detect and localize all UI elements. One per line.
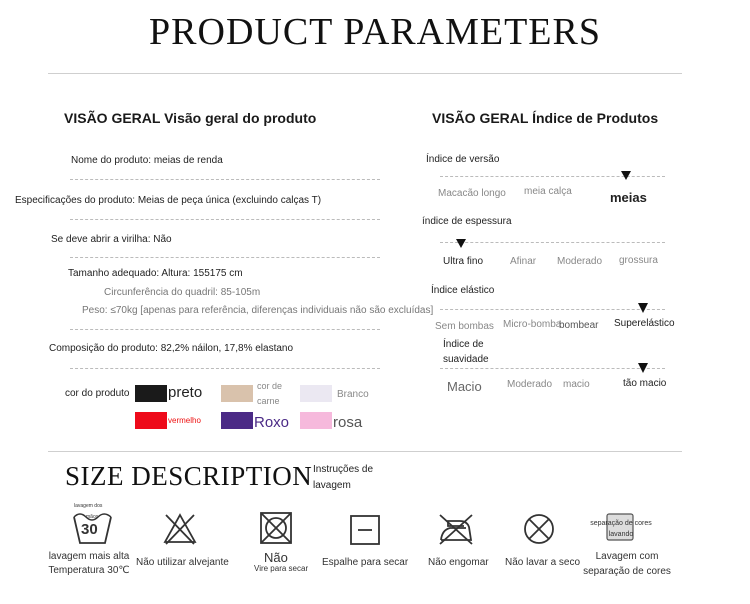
swatch-purple[interactable] xyxy=(221,412,253,429)
softness-option: macio xyxy=(563,379,590,390)
no-iron-label: Não engomar xyxy=(428,557,489,568)
no-tumble-dry-sublabel: Vire para secar xyxy=(254,564,309,573)
softness-option: Moderado xyxy=(507,379,553,390)
softness-scale xyxy=(440,368,665,369)
thickness-scale xyxy=(440,242,665,243)
divider xyxy=(70,179,380,180)
version-marker-icon xyxy=(621,171,631,181)
wash-icon-sub: mãos xyxy=(86,514,99,520)
swatch-pink[interactable] xyxy=(300,412,332,429)
thickness-option: grossura xyxy=(619,255,658,266)
color-name-red: vermelho xyxy=(168,416,201,425)
size-info: Tamanho adequado: Altura: 155175 cm xyxy=(68,268,243,279)
no-bleach-label: Não utilizar alvejante xyxy=(136,557,229,568)
title-divider xyxy=(48,73,682,74)
divider xyxy=(70,368,380,369)
thickness-option-selected: Ultra fino xyxy=(443,256,484,267)
thickness-option: Afinar xyxy=(510,256,537,267)
elastic-option: Micro-bomba xyxy=(503,319,562,330)
elastic-label: Índice elástico xyxy=(431,285,495,296)
thickness-label: índice de espessura xyxy=(422,216,512,227)
no-tumble-dry-label: Não xyxy=(264,550,288,565)
section-divider xyxy=(48,451,682,452)
color-name-black: preto xyxy=(168,384,203,401)
wash-icon-number: 30 xyxy=(81,521,98,538)
elastic-option: bombear xyxy=(559,320,599,331)
version-option-selected: meias xyxy=(610,190,647,205)
dry-flat-label: Espalhe para secar xyxy=(322,557,409,568)
product-name: Nome do produto: meias de renda xyxy=(71,155,223,166)
swatch-white[interactable] xyxy=(300,385,332,402)
page-title: PRODUCT PARAMETERS xyxy=(149,11,601,53)
size-description-heading: SIZE DESCRIPTION xyxy=(65,461,313,491)
elastic-marker-icon xyxy=(638,303,648,314)
version-option: meia calça xyxy=(524,186,572,197)
swatch-flesh[interactable] xyxy=(221,385,253,402)
no-dry-clean-label: Não lavar a seco xyxy=(505,557,581,568)
color-name-flesh: cor de carne xyxy=(257,381,283,406)
divider xyxy=(70,329,380,330)
index-heading: VISÃO GERAL Índice de Produtos xyxy=(432,110,659,126)
separate-wash-label: Lavagem com separação de cores xyxy=(583,551,671,577)
wash-heading: Instruções de lavagem xyxy=(313,464,374,491)
separate-wash-icon-text: separação de cores lavando xyxy=(590,520,652,538)
elastic-option: Sem bombas xyxy=(435,321,494,332)
crotch-info: Se deve abrir a virilha: Não xyxy=(51,234,172,245)
swatch-black[interactable] xyxy=(135,385,167,402)
color-label: cor do produto xyxy=(65,388,130,399)
product-spec: Especificações do produto: Meias de peça única (excluindo calças T) xyxy=(15,195,322,206)
thickness-option: Moderado xyxy=(557,256,603,267)
weight-info: Peso: ≤70kg [apenas para referência, diferenças individuais não são excluídas] xyxy=(82,305,434,316)
hip-info: Circunferência do quadril: 85-105m xyxy=(104,287,261,298)
no-iron-icon xyxy=(436,513,476,550)
elastic-scale xyxy=(440,309,665,310)
divider xyxy=(70,219,380,220)
overview-heading: VISÃO GERAL Visão geral do produto xyxy=(64,110,317,126)
wash-icon-text: lavagem dos xyxy=(74,503,103,509)
wash-30-label: lavagem mais alta Temperatura 30℃ xyxy=(48,551,130,576)
thickness-marker-icon xyxy=(456,239,466,249)
softness-label: Índice de suavidade xyxy=(443,339,489,365)
version-option: Macacão longo xyxy=(438,188,506,199)
softness-marker-icon xyxy=(638,363,648,374)
version-scale xyxy=(440,176,665,177)
dry-flat-icon xyxy=(350,515,380,550)
softness-option-selected: tão macio xyxy=(623,378,667,389)
divider xyxy=(70,257,380,258)
elastic-option-selected: Superelástico xyxy=(614,318,675,329)
no-tumble-dry-icon xyxy=(260,512,292,549)
color-name-purple: Roxo xyxy=(254,414,290,431)
color-name-pink: rosa xyxy=(333,414,363,431)
color-name-white: Branco xyxy=(337,389,369,400)
version-label: Índice de versão xyxy=(426,154,500,165)
no-bleach-icon xyxy=(163,513,197,550)
softness-option: Macio xyxy=(447,379,482,394)
swatch-red[interactable] xyxy=(135,412,167,429)
composition-info: Composição do produto: 82,2% náilon, 17,8% elastano xyxy=(49,343,294,354)
no-dry-clean-icon xyxy=(523,513,555,550)
